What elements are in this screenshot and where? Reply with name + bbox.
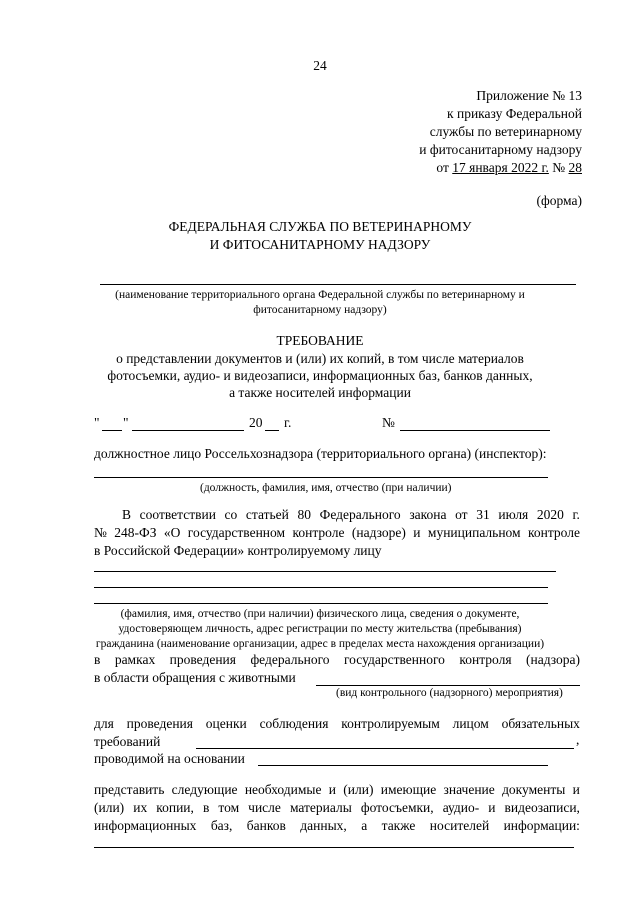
- person-caption-line-1: (фамилия, имя, отчество (при наличии) физического лица, сведения о документе,: [120, 608, 520, 620]
- request-w7: значение: [443, 782, 495, 797]
- appendix-line-4: и фитосанитарному надзору: [419, 142, 582, 157]
- basis-w7: закона: [409, 507, 447, 522]
- basis-line-1: [122, 507, 580, 523]
- assessment-w6: лицом: [452, 716, 489, 731]
- requirements-comma: ,: [576, 732, 580, 747]
- request-l2-w6: числе: [248, 800, 281, 815]
- person-caption-line-3: гражданина (наименование организации, адрес в пределах места нахождения организации): [95, 638, 545, 650]
- date-year-field[interactable]: [265, 430, 279, 431]
- request-l2-w9: аудио-: [442, 800, 480, 815]
- appendix-date-line: [436, 160, 582, 176]
- request-w2: следующие: [171, 782, 238, 797]
- request-l3-w3: банков: [246, 818, 286, 833]
- basis-w1: В: [122, 507, 132, 522]
- basis-l2-w1: №: [94, 525, 107, 540]
- request-l2-w10: и: [488, 800, 496, 815]
- official-label: должностное лицо Россельхознадзора (территориального органа) (инспектор):: [94, 446, 547, 461]
- basis-w2: соответствии: [139, 507, 216, 522]
- number-sign: №: [382, 415, 395, 430]
- request-w6: имеющие: [380, 782, 437, 797]
- assessment-line-2: требований: [94, 734, 161, 749]
- controlled-person-field-3[interactable]: [94, 603, 548, 604]
- control-w3: проведения: [169, 652, 236, 667]
- appendix-line-2: к приказу Федеральной: [447, 106, 582, 121]
- date-quote-open: ": [94, 415, 100, 430]
- request-w3: необходимые: [244, 782, 322, 797]
- request-l2-w7: материалы: [289, 800, 352, 815]
- request-l2-w11: видеозаписи,: [504, 800, 580, 815]
- appendix-line-1: Приложение № 13: [476, 88, 582, 103]
- appendix-num-prefix: №: [548, 160, 569, 175]
- request-l3-w7: носителей: [429, 818, 490, 833]
- request-line-3: [94, 818, 580, 834]
- basis-l2-w9: контроле: [528, 525, 580, 540]
- basis-w8: от: [455, 507, 468, 522]
- control-w1: в: [94, 652, 101, 667]
- title-line-1: о представлении документов и (или) их копий, в том числе материалов: [116, 351, 524, 366]
- control-line-2: в области обращения с животными: [94, 670, 296, 685]
- request-l3-w1: информационных: [94, 818, 197, 833]
- date-quote-close: ": [123, 415, 129, 430]
- event-caption: (вид контрольного (надзорного) мероприятия): [336, 687, 563, 699]
- basis-l2-w8: муниципальном: [427, 525, 521, 540]
- title-line-2: фотосъемки, аудио- и видеозаписи, информационных баз, банков данных,: [107, 368, 533, 383]
- assessment-w2: проведения: [126, 716, 193, 731]
- basis-line-2: [94, 525, 580, 541]
- request-l2-w8: фотосъемки,: [360, 800, 434, 815]
- request-l3-w6: также: [381, 818, 416, 833]
- basis-w10: июля: [498, 507, 529, 522]
- basis-line-3: в Российской Федерации» контролируемому лицу: [94, 543, 382, 558]
- basis-w12: г.: [572, 507, 580, 522]
- basis-w5: 80: [297, 507, 312, 522]
- date-day-field[interactable]: [102, 430, 122, 431]
- title-line-3: а также носителей информации: [229, 385, 411, 400]
- assessment-w4: соблюдения: [259, 716, 329, 731]
- territorial-caption-line-1: (наименование территориального органа Федеральной службы по ветеринарному и: [115, 289, 525, 301]
- controlled-person-field-1[interactable]: [94, 571, 556, 572]
- documents-list-field[interactable]: [94, 847, 574, 848]
- basis-w9: 31: [476, 507, 490, 522]
- official-field[interactable]: [94, 477, 548, 478]
- basis-l2-w6: (надзоре): [351, 525, 406, 540]
- control-w5: государственного: [343, 652, 445, 667]
- basis-w3: со: [224, 507, 238, 522]
- request-l2-w5: том: [218, 800, 240, 815]
- request-line-2: [94, 800, 580, 816]
- territorial-caption-line-2: фитосанитарному надзору): [253, 304, 387, 316]
- basis-document-field[interactable]: [258, 765, 548, 766]
- document-title: ТРЕБОВАНИЕ: [276, 333, 364, 348]
- assessment-w3: оценки: [205, 716, 247, 731]
- official-caption: (должность, фамилия, имя, отчество (при наличии): [200, 482, 452, 494]
- basis-l2-w7: и: [413, 525, 421, 540]
- assessment-w1: для: [94, 716, 114, 731]
- request-line-1: [94, 782, 580, 798]
- date-year-suffix: г.: [284, 415, 292, 430]
- control-event-field[interactable]: [316, 685, 580, 686]
- request-l3-w5: а: [361, 818, 368, 833]
- request-w4: и: [328, 782, 336, 797]
- appendix-number: 28: [568, 160, 582, 175]
- request-l3-w4: данных,: [300, 818, 347, 833]
- control-w7: (надзора): [526, 652, 580, 667]
- request-w8: документы: [502, 782, 566, 797]
- assessment-line-3: проводимой на основании: [94, 751, 245, 766]
- request-l3-w2: баз,: [210, 818, 233, 833]
- basis-w4: статьей: [245, 507, 289, 522]
- appendix-line-3: службы по ветеринарному: [429, 124, 582, 139]
- basis-l2-w4: государственном: [187, 525, 286, 540]
- basis-w11: 2020: [536, 507, 564, 522]
- request-w9: и: [572, 782, 580, 797]
- request-l3-w8: информации:: [503, 818, 580, 833]
- form-label: (форма): [536, 193, 582, 208]
- request-l2-w2: их: [133, 800, 148, 815]
- basis-l2-w2: 248-ФЗ: [114, 525, 157, 540]
- request-l2-w4: в: [202, 800, 210, 815]
- appendix-date-prefix: от: [436, 160, 453, 175]
- assessment-w5: контролируемым: [341, 716, 440, 731]
- page-number: 24: [313, 58, 327, 73]
- document-number-field[interactable]: [400, 430, 550, 431]
- request-l2-w1: (или): [94, 800, 125, 815]
- agency-title-line-2: И ФИТОСАНИТАРНОМУ НАДЗОРУ: [209, 237, 431, 252]
- basis-l2-w3: «О: [163, 525, 181, 540]
- agency-title-line-1: ФЕДЕРАЛЬНАЯ СЛУЖБА ПО ВЕТЕРИНАРНОМУ: [168, 219, 472, 234]
- assessment-w7: обязательных: [501, 716, 580, 731]
- basis-w6: Федерального: [319, 507, 401, 522]
- request-w1: представить: [94, 782, 165, 797]
- assessment-line-1: [94, 716, 580, 732]
- requirements-field[interactable]: [196, 748, 574, 749]
- control-line-1: [94, 652, 580, 668]
- request-l2-w3: копии,: [156, 800, 194, 815]
- appendix-date: 17 января 2022 г.: [452, 160, 549, 175]
- date-year-prefix: 20: [249, 415, 263, 430]
- person-caption-line-2: удостоверяющем личность, адрес регистрации по месту жительства (пребывания): [118, 623, 522, 635]
- basis-l2-w5: контроле: [292, 525, 345, 540]
- date-month-field[interactable]: [132, 430, 244, 431]
- request-w5: (или): [343, 782, 374, 797]
- territorial-body-field[interactable]: [100, 284, 576, 285]
- control-w2: рамках: [114, 652, 156, 667]
- controlled-person-field-2[interactable]: [94, 587, 548, 588]
- control-w6: контроля: [459, 652, 512, 667]
- control-w4: федерального: [250, 652, 330, 667]
